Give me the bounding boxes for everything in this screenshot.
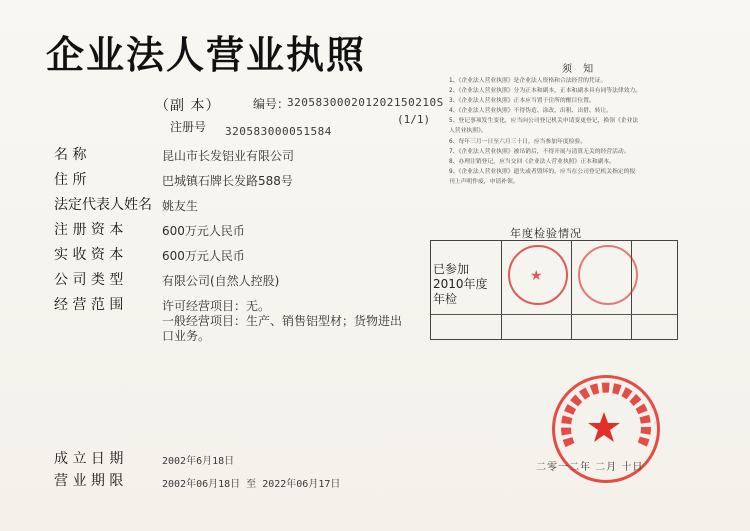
field-value-company-type: 有限公司(自然人控股) bbox=[162, 274, 280, 288]
notice-item: 7、《企业法人营业执照》被吊销后，不得开展与清算无关的经营活动。 bbox=[449, 148, 630, 155]
field-value-business-scope-line1: 许可经营项目：无。 bbox=[162, 299, 271, 313]
field-value-business-scope-line3: 口业务。 bbox=[162, 329, 211, 343]
date-label-business-term: 营 业 期 限 bbox=[54, 473, 124, 489]
field-label-address: 住 所 bbox=[54, 172, 87, 188]
field-value-address: 巴城镇石牌长发路588号 bbox=[162, 174, 293, 188]
notice-item: 3、《企业法人营业执照》正本应当置于住所的醒目位置。 bbox=[449, 98, 595, 105]
notice-item: 人营业执照》。 bbox=[449, 128, 487, 135]
field-value-legal-rep: 姚友生 bbox=[162, 199, 199, 213]
date-value-business-term: 2002年06月18日 至 2022年06月17日 bbox=[162, 479, 341, 490]
notice-title: 须 知 bbox=[562, 64, 598, 75]
registration-label: 注册号 bbox=[170, 120, 207, 134]
field-label-name: 名 称 bbox=[54, 147, 87, 163]
notice-list bbox=[449, 76, 674, 187]
field-value-business-scope-line2: 一般经营项目：生产、销售铝型材；货物进出 bbox=[162, 314, 403, 328]
field-label-company-type: 公 司 类 型 bbox=[54, 272, 124, 288]
notice-item: 9、《企业法人营业执照》遗失或者毁坏的，应当在公司登记机关指定的报 bbox=[449, 168, 636, 175]
notice-item: 1、《企业法人营业执照》是企业法人资格和合法经营的凭证。 bbox=[449, 78, 607, 84]
date-label-established: 成 立 日 期 bbox=[54, 451, 124, 467]
date-value-established: 2002年6月18日 bbox=[162, 456, 235, 467]
field-value-registered-capital: 600万元人民币 bbox=[162, 224, 245, 238]
field-value-paid-capital: 600万元人民币 bbox=[162, 249, 245, 263]
notice-item: 5、登记事项发生变化，应当向公司登记机关申请变更登记，换领《企业法 bbox=[449, 118, 639, 125]
registration-value: 320583000051584 bbox=[225, 125, 332, 138]
notice-item: 2、《企业法人营业执照》分为正本和副本，正本和副本具有同等法律效力。 bbox=[449, 88, 642, 95]
notice-item: 8、办理注销登记，应当交回《企业法人营业执照》正本和副本。 bbox=[449, 158, 616, 165]
document-number-label: 编号： bbox=[253, 97, 290, 111]
document-number-value: 320583000201202150210S bbox=[287, 96, 444, 109]
inspection-seal-icon bbox=[578, 245, 638, 305]
annual-inspection-entry: 已参加2010年度年检 bbox=[433, 262, 488, 306]
notice-item: 刊上声明作废，申请补领。 bbox=[449, 178, 519, 185]
field-label-business-scope: 经 营 范 围 bbox=[54, 297, 124, 313]
notice-item: 6、每年三月一日至六月三十日，应当参加年度检验。 bbox=[449, 138, 587, 145]
copy-label: （副 本） bbox=[155, 98, 221, 114]
field-value-name: 昆山市长发铝业有限公司 bbox=[162, 149, 295, 163]
document-title: 企业法人营业执照 bbox=[46, 33, 367, 77]
seal-star-icon: ★ bbox=[530, 268, 543, 284]
page-indicator: (1/1) bbox=[397, 113, 431, 126]
field-label-legal-rep: 法定代表人姓名 bbox=[54, 197, 152, 213]
notice-item: 4、《企业法人营业执照》不得伪造、涂改、出租、出借、转让。 bbox=[449, 108, 613, 115]
issue-date: 二零一二年 二月 十日 bbox=[536, 462, 644, 473]
field-label-paid-capital: 实 收 资 本 bbox=[54, 247, 124, 263]
field-label-registered-capital: 注 册 资 本 bbox=[54, 222, 124, 238]
annual-inspection-title: 年度检验情况 bbox=[510, 227, 582, 240]
